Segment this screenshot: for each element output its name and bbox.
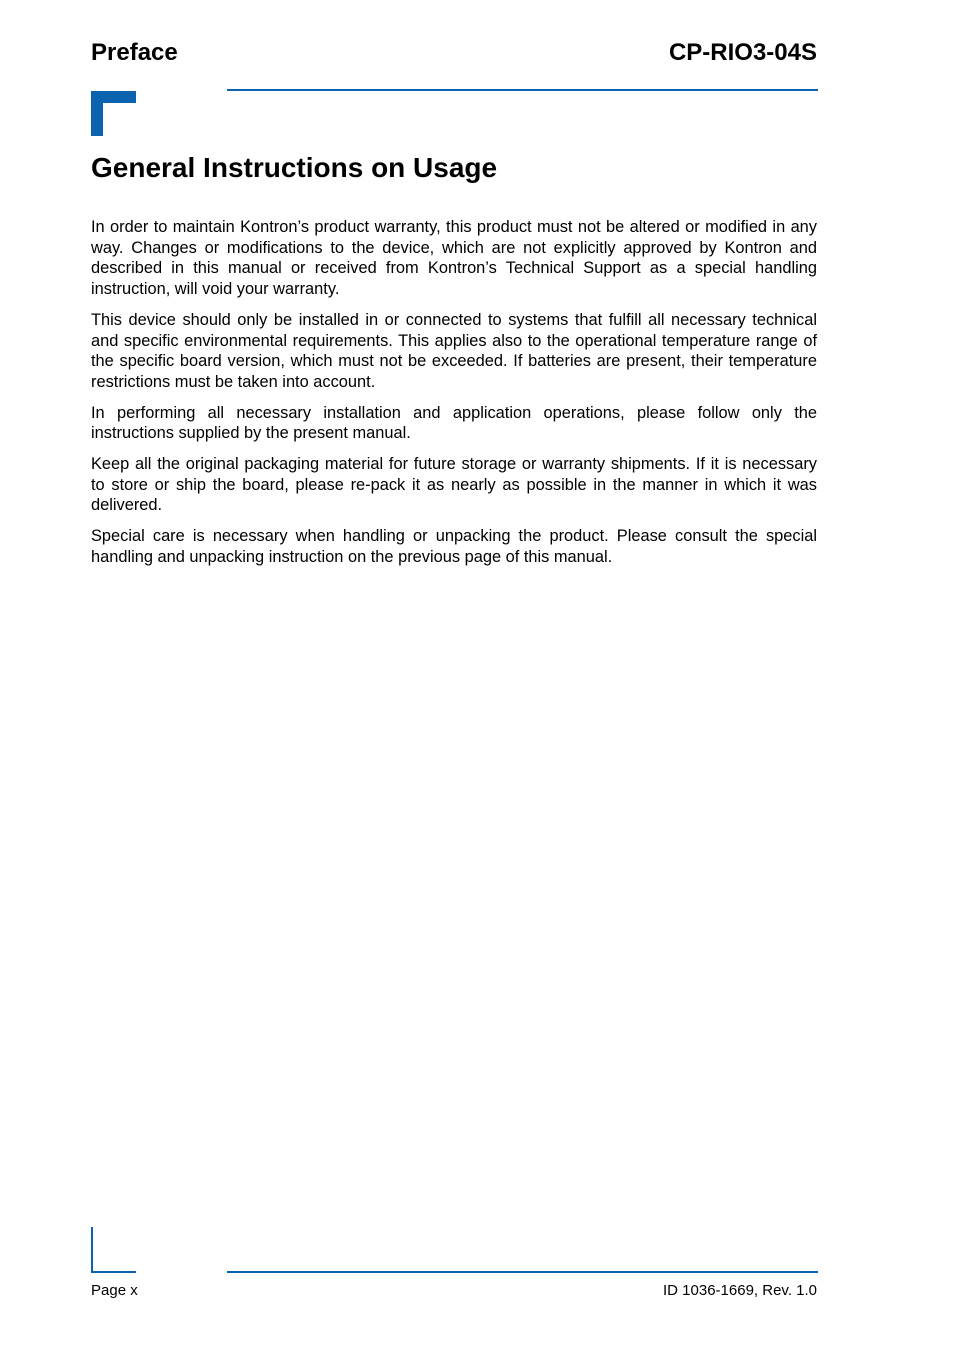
paragraph: In order to maintain Kontron’s product warranty, this product must not be altered or modified in any way. Changes or modifications to the device, which are not explicitly approved by Kontron and described in this manual or received from Kontron’s Technical Support as a special handling instruction, will void your warranty. xyxy=(91,218,817,299)
corner-mark-top-vertical xyxy=(91,91,103,136)
corner-mark-bottom-vertical xyxy=(91,1227,93,1273)
section-name: Preface xyxy=(91,39,178,66)
product-name: CP-RIO3-04S xyxy=(668,39,817,66)
paragraph: Keep all the original packaging material for future storage or warranty shipments. If it is necessary to store or ship the board, please re-pack it as nearly as possible in the manner in which it was delivered. xyxy=(91,455,817,515)
corner-mark-bottom-horizontal xyxy=(91,1271,136,1273)
paragraph: This device should only be installed in or connected to systems that fulfill all necessary technical and specific environmental requirements. This applies also to the operational temperature range of the specific board version, which must not be exceeded. If batteries are present, their temperature restrictions must be taken into account. xyxy=(91,310,817,391)
paragraph: In performing all necessary installation and application operations, please follow only the instructions supplied by the present manual. xyxy=(91,403,817,443)
page-title: General Instructions on Usage xyxy=(91,152,498,183)
paragraph: Special care is necessary when handling or unpacking the product. Please consult the special handling and unpacking instruction on the previous page of this manual. xyxy=(91,527,817,566)
document-id: ID 1036-1669, Rev. 1.0 xyxy=(663,1282,817,1299)
header-rule xyxy=(227,89,818,91)
corner-mark-top xyxy=(91,91,136,136)
body-text xyxy=(91,217,817,578)
footer-rule xyxy=(227,1271,818,1273)
corner-mark-bottom xyxy=(91,1227,136,1273)
page-number: Page x xyxy=(91,1282,138,1299)
